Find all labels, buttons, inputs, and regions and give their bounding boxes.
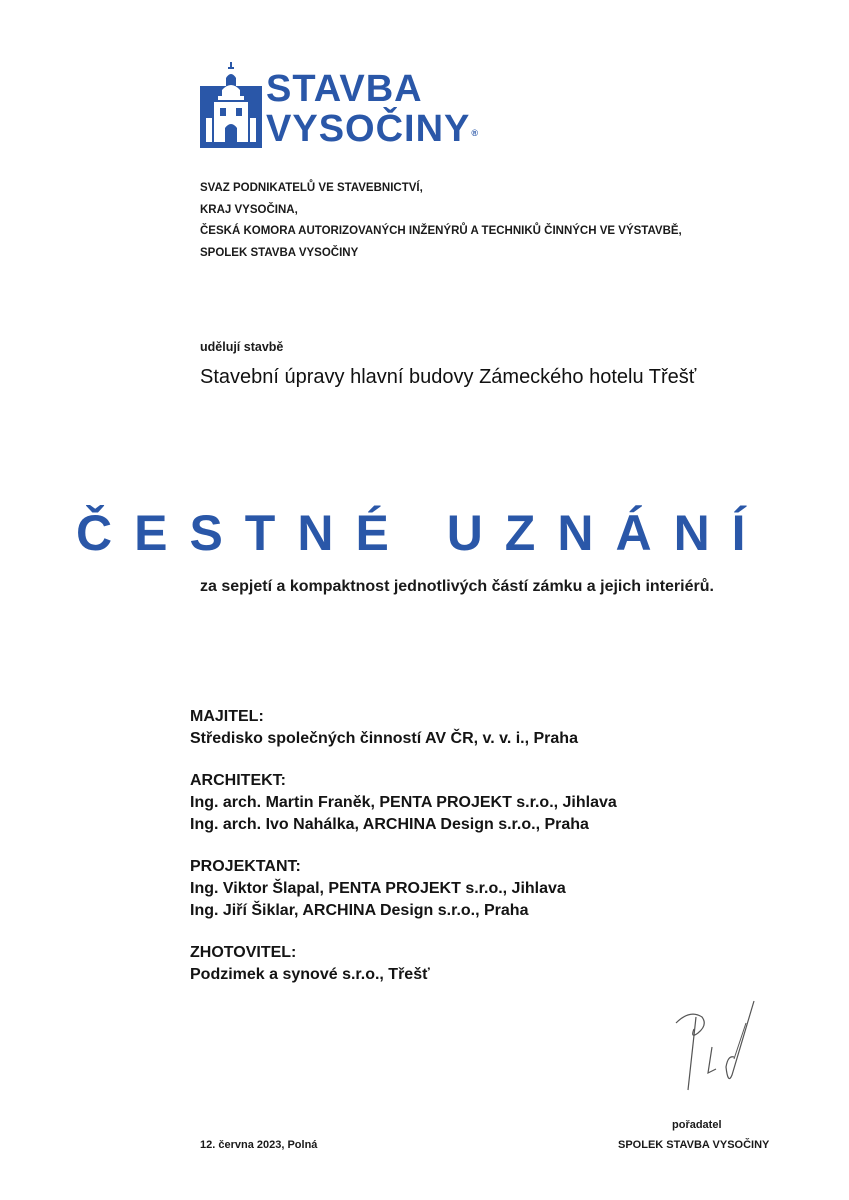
role-line: Ing. Viktor Šlapal, PENTA PROJEKT s.r.o., Jihlava xyxy=(190,880,566,897)
role-line: Ing. arch. Ivo Nahálka, ARCHINA Design s.r.o., Praha xyxy=(190,816,589,833)
tower-emblem-icon xyxy=(200,60,262,148)
role-line: Ing. arch. Martin Franěk, PENTA PROJEKT s.r.o., Jihlava xyxy=(190,794,617,811)
organizations-list xyxy=(200,178,682,264)
role-line: Podzimek a synové s.r.o., Třešť xyxy=(190,966,430,983)
award-intro: udělují stavbě xyxy=(200,340,284,354)
role-heading: MAJITEL: xyxy=(190,708,264,725)
role-designer xyxy=(190,856,617,922)
roles-section xyxy=(190,706,617,1006)
building-name: Stavební úpravy hlavní budovy Zámeckého hotelu Třešť xyxy=(200,366,697,388)
role-line: Středisko společných činností AV ČR, v. v. i., Praha xyxy=(190,730,578,747)
logo-text-line2 xyxy=(266,110,479,148)
role-heading: ARCHITEKT: xyxy=(190,772,286,789)
organizer-label: pořadatel xyxy=(672,1119,722,1131)
role-heading: ZHOTOVITEL: xyxy=(190,944,297,961)
role-heading: PROJEKTANT: xyxy=(190,858,301,875)
organization-line: ČESKÁ KOMORA AUTORIZOVANÝCH INŽENÝRŮ A TECHNIKŮ ČINNÝCH VE VÝSTAVBĚ, xyxy=(200,225,682,237)
role-line: Ing. Jiří Šiklar, ARCHINA Design s.r.o., Praha xyxy=(190,902,529,919)
logo-text-line1: STAVBA xyxy=(266,68,423,110)
stavba-vysociny-logo xyxy=(200,60,490,150)
role-contractor xyxy=(190,942,617,986)
organizer-name: SPOLEK STAVBA VYSOČINY xyxy=(618,1139,770,1151)
organization-line: SPOLEK STAVBA VYSOČINY xyxy=(200,246,359,259)
role-architect xyxy=(190,770,617,836)
role-owner xyxy=(190,706,617,750)
organization-line: SVAZ PODNIKATELŮ VE STAVEBNICTVÍ, xyxy=(200,182,423,194)
registered-mark: ® xyxy=(471,128,480,138)
date-place: 12. června 2023, Polná xyxy=(200,1139,318,1151)
award-title: ČESTNÉ UZNÁNÍ xyxy=(76,505,768,561)
award-reason: za sepjetí a kompaktnost jednotlivých částí zámku a jejich interiérů. xyxy=(200,578,714,595)
logo-text-line2-word: VYSOČINY xyxy=(266,108,471,150)
organization-line: KRAJ VYSOČINA, xyxy=(200,203,298,216)
handwritten-signature xyxy=(668,995,768,1095)
